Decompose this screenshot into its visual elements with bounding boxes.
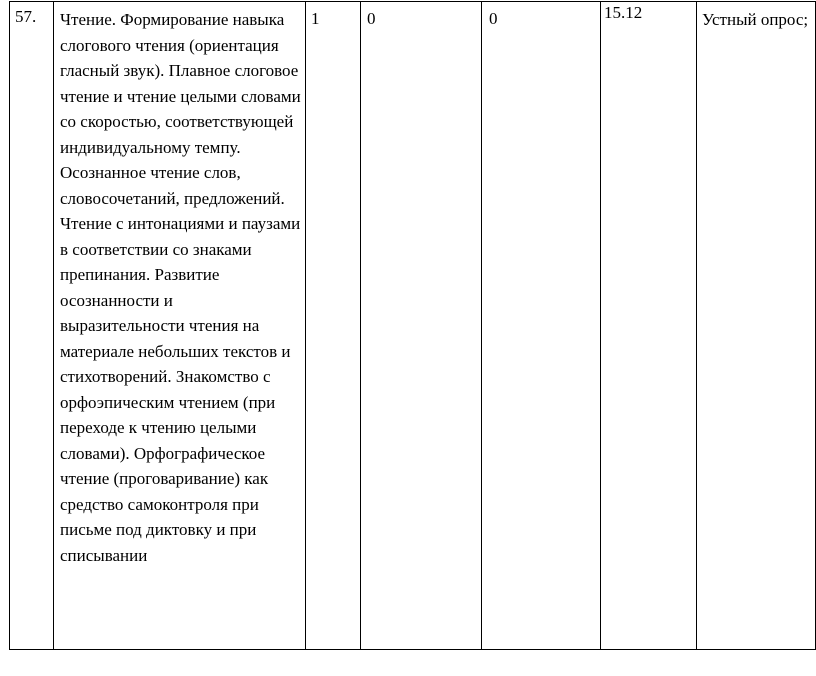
hours-total: 1 [311, 9, 320, 28]
lesson-plan-table [9, 1, 816, 650]
cell-lesson-date [601, 2, 697, 650]
cell-lesson-topic [54, 2, 306, 650]
practical-works: 0 [489, 9, 498, 28]
lesson-topic: Чтение. Формирование навыка слогового чтения (ориентация гласный звук). Плавное слоговое чтение и чтение целыми словами со скоростью, соответствующей индивидуальному темпу. Осознанное чтение слов, словосочетаний, предложений. Чтение с интонациями и паузами в соответствии со знаками препинания. Развитие осознанности и выразительности чтения на материале небольших текстов и стихотворений. Знакомство с орфоэпическим чтением (при переходе к чтению целыми словами). Орфографическое чтение (проговаривание) как средство самоконтроля при письме под диктовку и при списывании [60, 10, 301, 565]
cell-practical-works [482, 2, 601, 650]
cell-control-form [697, 2, 816, 650]
control-form: Устный опрос; [702, 10, 809, 29]
cell-control-works [361, 2, 482, 650]
table-row [10, 2, 816, 650]
control-works: 0 [367, 9, 376, 28]
lesson-date: 15.12 [604, 3, 643, 22]
cell-hours-total [306, 2, 361, 650]
lesson-number: 57. [15, 7, 37, 26]
cell-lesson-number [10, 2, 54, 650]
